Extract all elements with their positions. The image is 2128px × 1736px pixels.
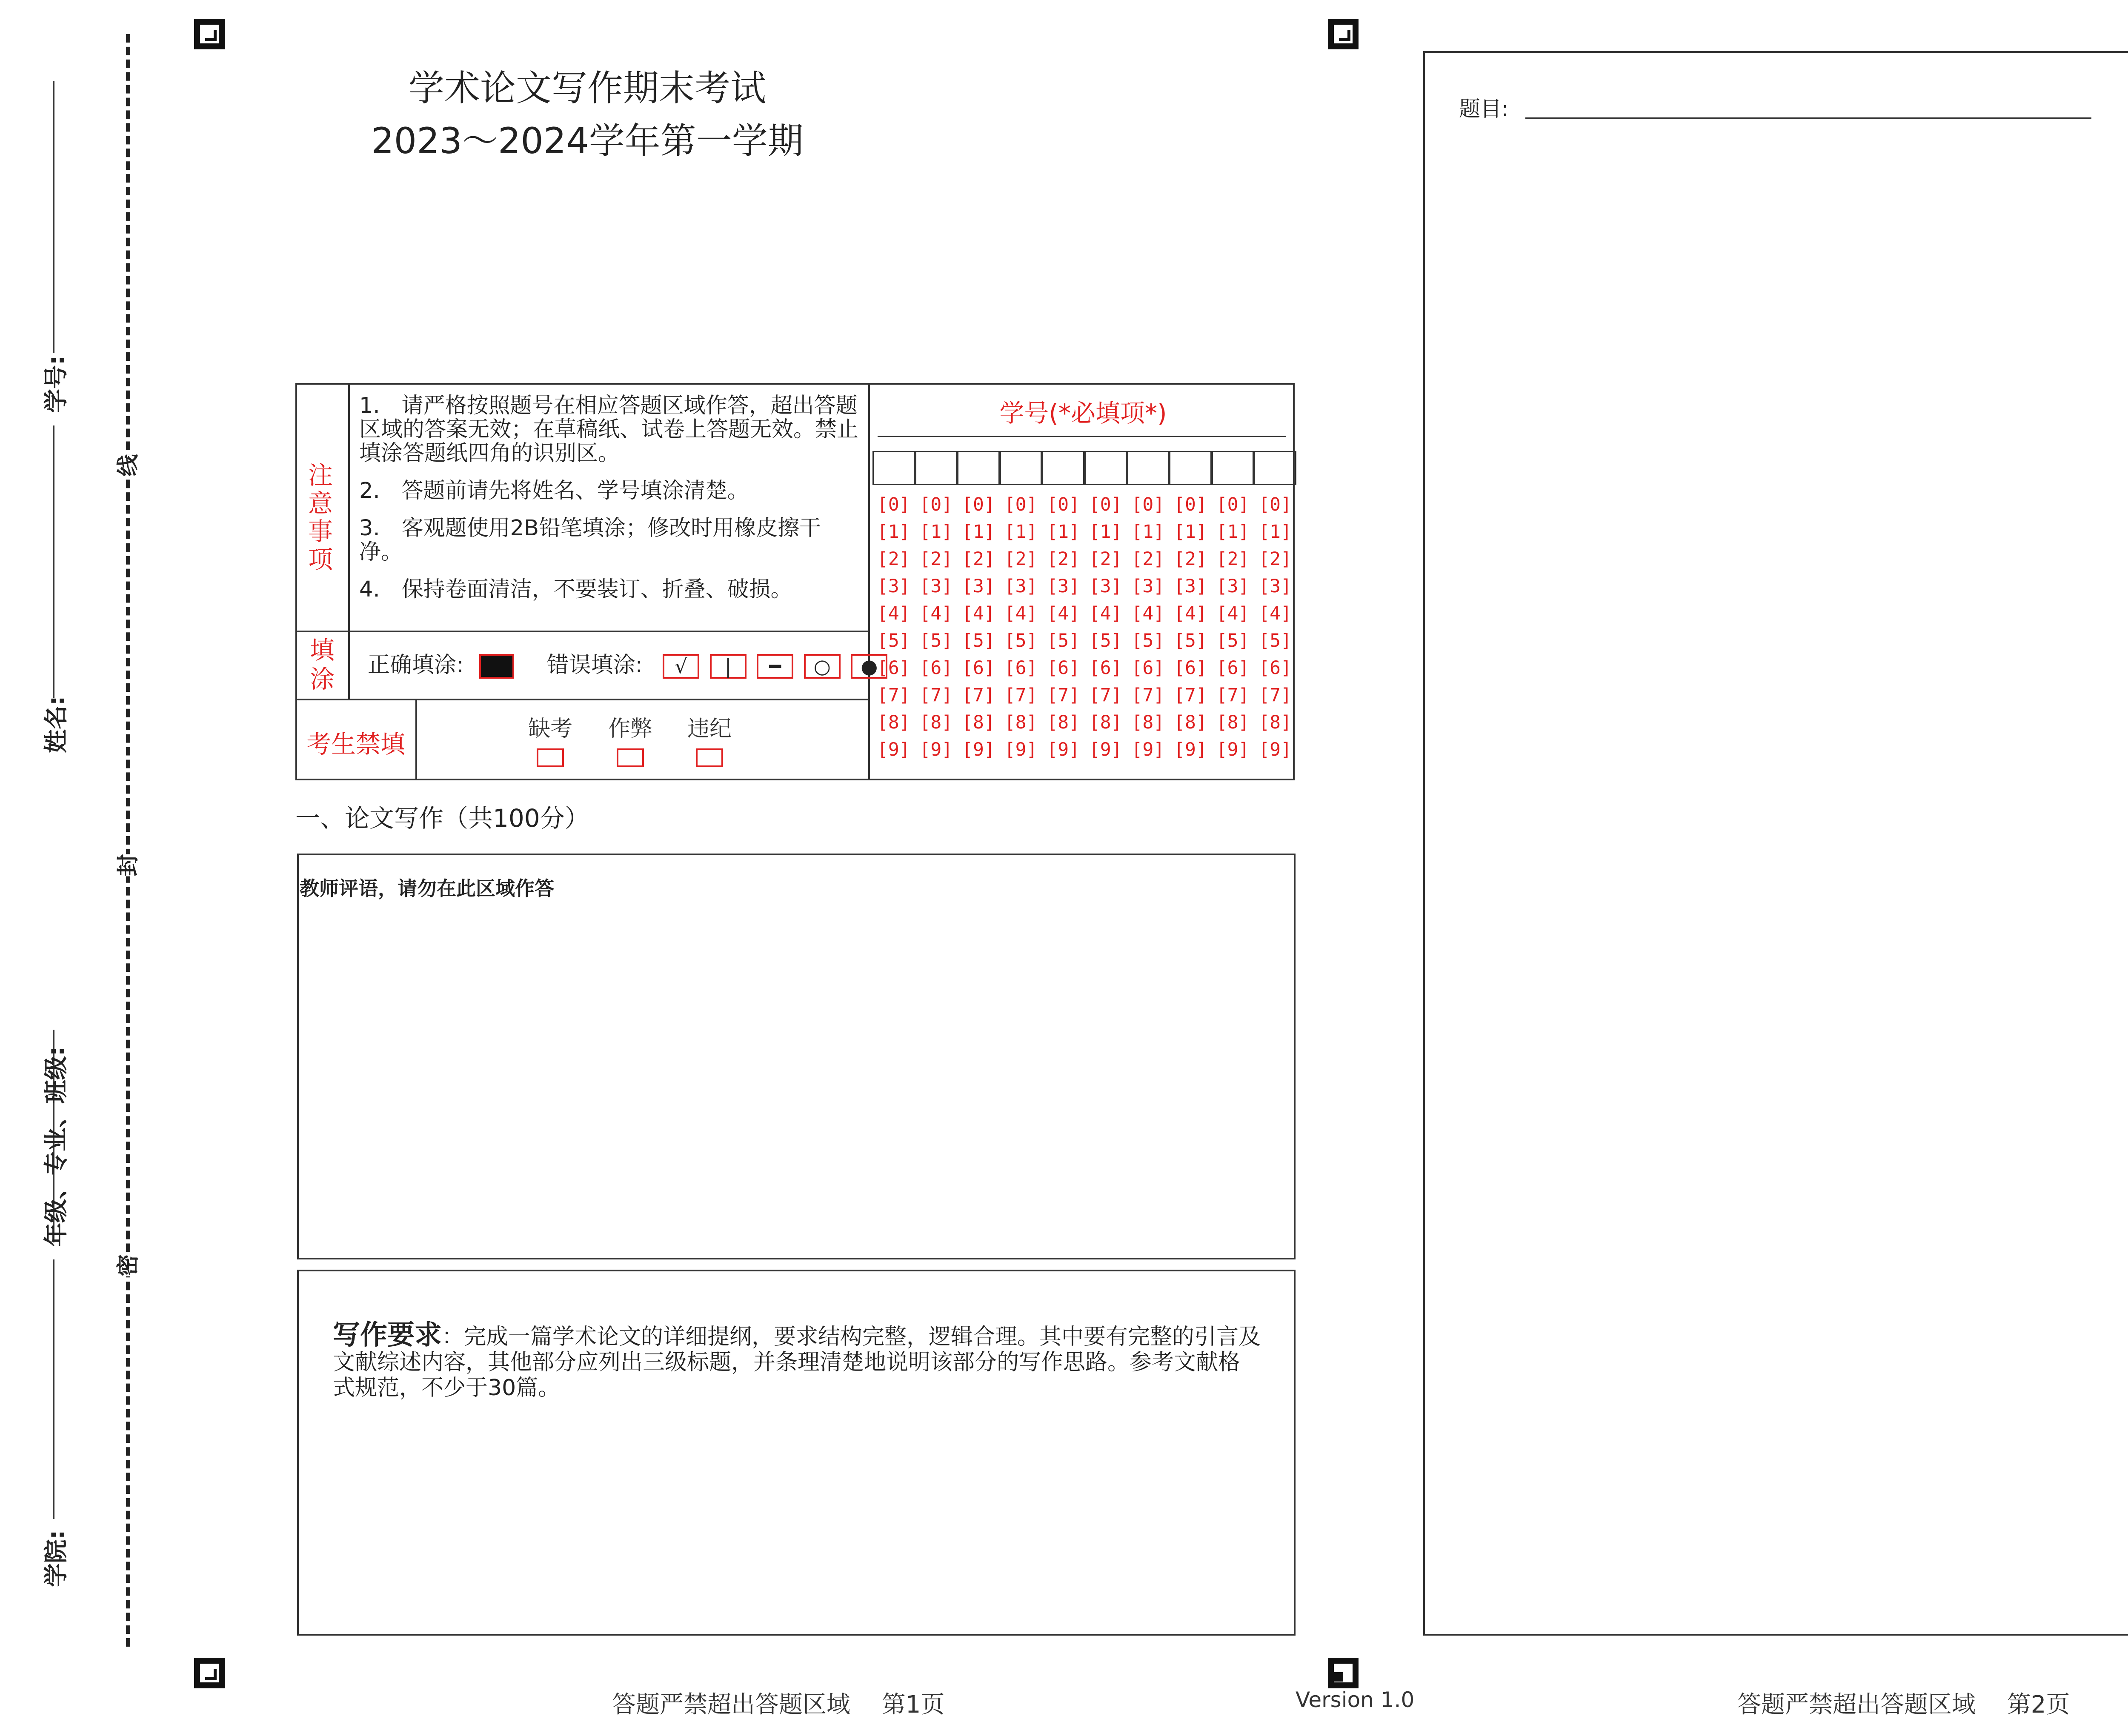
digit-row-1[interactable]: [1] [1] [1] [1] [1] [1] [1] [1] [1] [1] (877, 521, 1292, 542)
notice-item-1: 1. 请严格按照题号在相应答题区域作答，超出答题区域的答案无效；在草稿纸、试卷上答题无效。禁止填涂答题纸四角的识别区。 (359, 393, 859, 466)
page1-footer: 答题严禁超出答题区域 第1页 (612, 1691, 945, 1719)
seal-word-secret: 密 (108, 1254, 145, 1276)
ban-heading: 考生禁填 (306, 730, 406, 759)
digit-row-8[interactable]: [8] [8] [8] [8] [8] [8] [8] [8] [8] [8] (877, 712, 1292, 733)
exam-term: 2023～2024学年第一学期 (371, 120, 804, 162)
exam-title: 学术论文写作期末考试 (408, 67, 766, 109)
student-id-cell[interactable] (915, 451, 958, 485)
ban-violation-box[interactable] (696, 748, 723, 767)
student-id-cell[interactable] (1042, 451, 1084, 485)
student-id-heading: 学号(*必填项*) (999, 399, 1167, 428)
notice-item-3: 3. 客观题使用2B铅笔填涂；修改时用橡皮擦干净。 (359, 516, 821, 565)
notice-item-2: 2. 答题前请先将姓名、学号填涂清楚。 (359, 478, 749, 503)
grade-major-class-label: 年级、专业、班级: (43, 1046, 70, 1247)
page2-answer-box[interactable] (1423, 51, 2128, 1636)
digit-row-9[interactable]: [9] [9] [9] [9] [9] [9] [9] [9] [9] [9] (877, 739, 1292, 760)
ban-cheat-label: 作弊 (608, 716, 652, 742)
seal-word-line: 线 (108, 454, 145, 476)
fill-wrong-label: 错误填涂: (546, 652, 643, 678)
name-label: 姓名: (43, 696, 70, 753)
teacher-comment-box (297, 854, 1296, 1259)
section-title: 一、论文写作（共100分） (295, 804, 589, 833)
seal-word-seal: 封 (108, 854, 145, 876)
ban-cheat-box[interactable] (617, 748, 644, 767)
student-id-cells[interactable] (872, 451, 1296, 485)
writing-requirement-text: ：完成一篇学术论文的详细提纲，要求结构完整，逻辑合理。其中要有完整的引言及文献综述内容，其他部分应列出三级标题，并条理清楚地说明该部分的写作思路。参考文献格式规范，不少于30篇。 (333, 1324, 1261, 1401)
teacher-comment-label: 教师评语，请勿在此区域作答 (300, 877, 554, 900)
ban-absent-box[interactable] (537, 748, 564, 767)
info-block (295, 383, 1295, 780)
corner-marker-bottom-center (1328, 1658, 1359, 1688)
student-id-cell[interactable] (1169, 451, 1212, 485)
student-id-label: 学号: (43, 355, 70, 413)
digit-row-3[interactable]: [3] [3] [3] [3] [3] [3] [3] [3] [3] [3] (877, 576, 1292, 597)
student-id-cell[interactable] (872, 451, 915, 485)
ban-heading-cell (297, 700, 417, 780)
notice-heading: 注意事项 (308, 461, 333, 574)
topic-label: 题目: (1459, 97, 1509, 121)
digit-row-0[interactable]: [0] [0] [0] [0] [0] [0] [0] [0] [0] [0] (877, 494, 1292, 515)
topic-underline[interactable] (1525, 117, 2091, 119)
writing-requirement (333, 1319, 1261, 1401)
student-id-cell[interactable] (1127, 451, 1170, 485)
notice-list (359, 394, 861, 615)
fill-examples (368, 647, 878, 679)
student-id-cell[interactable] (1000, 451, 1042, 485)
ban-absent[interactable] (523, 711, 578, 767)
fill-correct-label: 正确填涂: (368, 652, 464, 678)
notice-item-4: 4. 保持卷面清洁，不要装订、折叠、破损。 (359, 577, 792, 602)
page2-footer: 答题严禁超出答题区域 第2页 (1737, 1691, 2070, 1719)
digit-row-2[interactable]: [2] [2] [2] [2] [2] [2] [2] [2] [2] [2] (877, 548, 1292, 570)
writing-requirement-title: 写作要求 (333, 1319, 442, 1351)
fill-wrong-bar: | (710, 654, 747, 679)
binding-dashed-line (126, 34, 130, 1647)
digit-row-7[interactable]: [7] [7] [7] [7] [7] [7] [7] [7] [7] [7] (877, 685, 1292, 706)
student-id-underline (53, 81, 54, 353)
digit-row-4[interactable]: [4] [4] [4] [4] [4] [4] [4] [4] [4] [4] (877, 603, 1292, 624)
ban-cheat[interactable] (603, 711, 658, 767)
fill-heading: 填涂 (310, 636, 335, 694)
fill-wrong-circle: ○ (804, 654, 841, 679)
fill-correct-sample (479, 654, 514, 679)
version-label: Version 1.0 (1296, 1687, 1415, 1712)
corner-marker-top-center (1328, 19, 1359, 49)
corner-marker-bottom-left (194, 1658, 225, 1688)
fill-heading-cell (297, 631, 350, 700)
name-underline (53, 425, 54, 698)
student-id-cell[interactable] (1212, 451, 1254, 485)
notice-heading-cell (297, 385, 350, 631)
student-id-cell[interactable] (1254, 451, 1296, 485)
digit-row-5[interactable]: [5] [5] [5] [5] [5] [5] [5] [5] [5] [5] (877, 630, 1292, 651)
digit-grid (872, 491, 1296, 763)
corner-marker-top-left (194, 19, 225, 49)
ban-violation[interactable] (682, 711, 737, 767)
digit-row-6[interactable]: [6] [6] [6] [6] [6] [6] [6] [6] [6] [6] (877, 657, 1292, 679)
fill-wrong-dash: ━ (757, 654, 793, 679)
ban-absent-label: 缺考 (528, 716, 572, 742)
college-label: 学院: (43, 1530, 70, 1587)
fill-wrong-check: √ (663, 654, 699, 679)
student-id-cell[interactable] (1084, 451, 1127, 485)
student-id-writing-line (878, 436, 1286, 437)
ban-violation-label: 违纪 (687, 716, 732, 742)
college-underline (53, 1259, 54, 1519)
student-id-cell[interactable] (957, 451, 1000, 485)
writing-area-box[interactable] (297, 1270, 1296, 1636)
fill-wrong-dot: ● (851, 654, 887, 679)
